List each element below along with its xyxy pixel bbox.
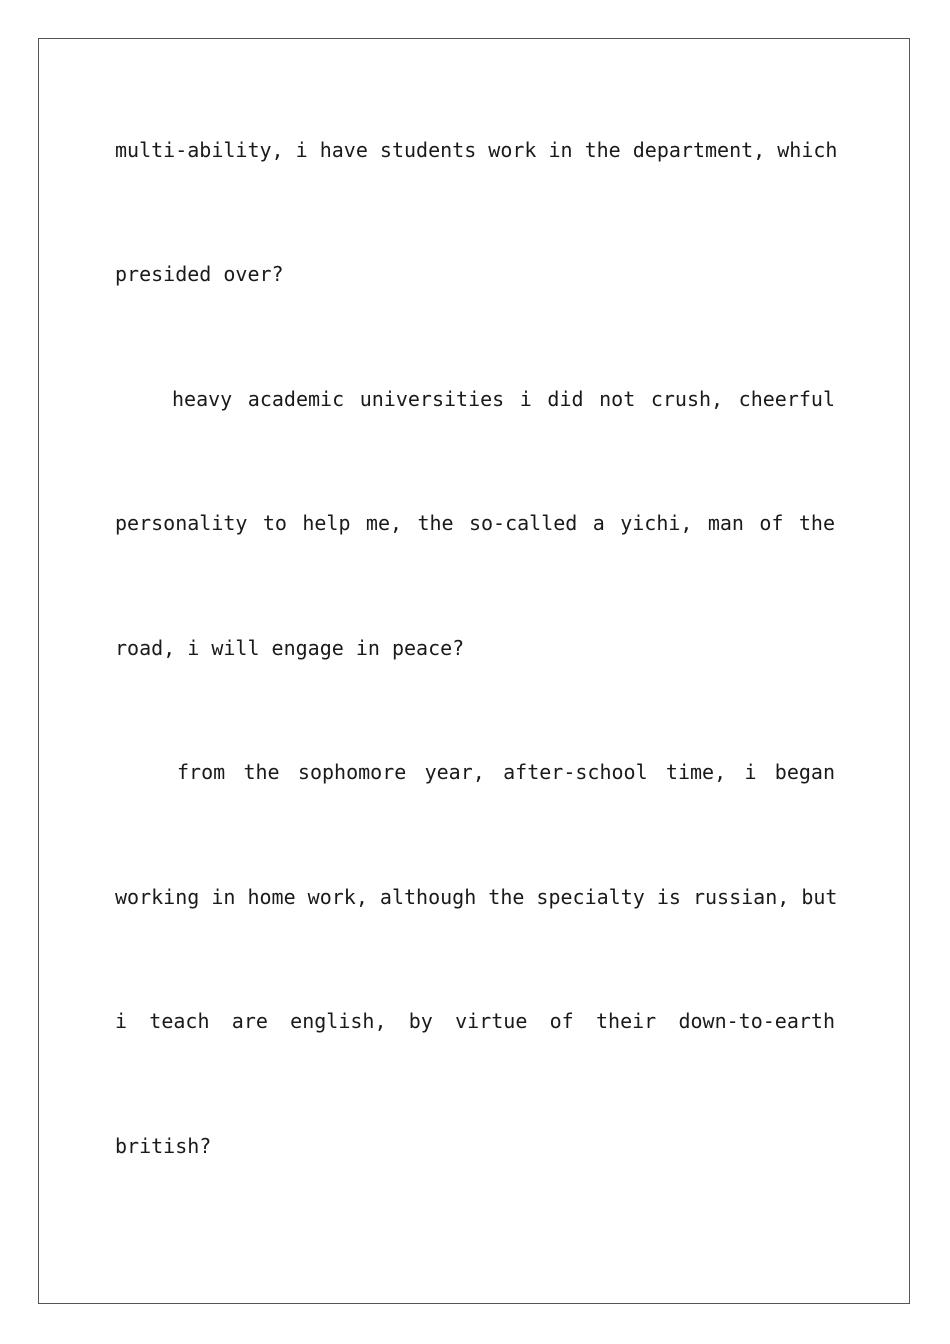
text-line: personality to help me, the so-called a yichi, man of the (115, 511, 835, 535)
page-frame (38, 38, 910, 1304)
text-line: working in home work, although the specialty is russian, but (115, 885, 838, 909)
text-line: british? (115, 1134, 212, 1158)
text-line: multi-ability, i have students work in the department, which (115, 138, 838, 162)
paragraph-start-line: from the sophomore year, after-school time, i began (177, 760, 835, 784)
text-line: road, i will engage in peace? (115, 636, 465, 660)
paragraph-start-line: heavy academic universities i did not crush, cheerful (172, 387, 835, 411)
text-line: presided over? (115, 262, 284, 286)
text-line: i teach are english, by virtue of their down-to-earth (115, 1009, 835, 1033)
